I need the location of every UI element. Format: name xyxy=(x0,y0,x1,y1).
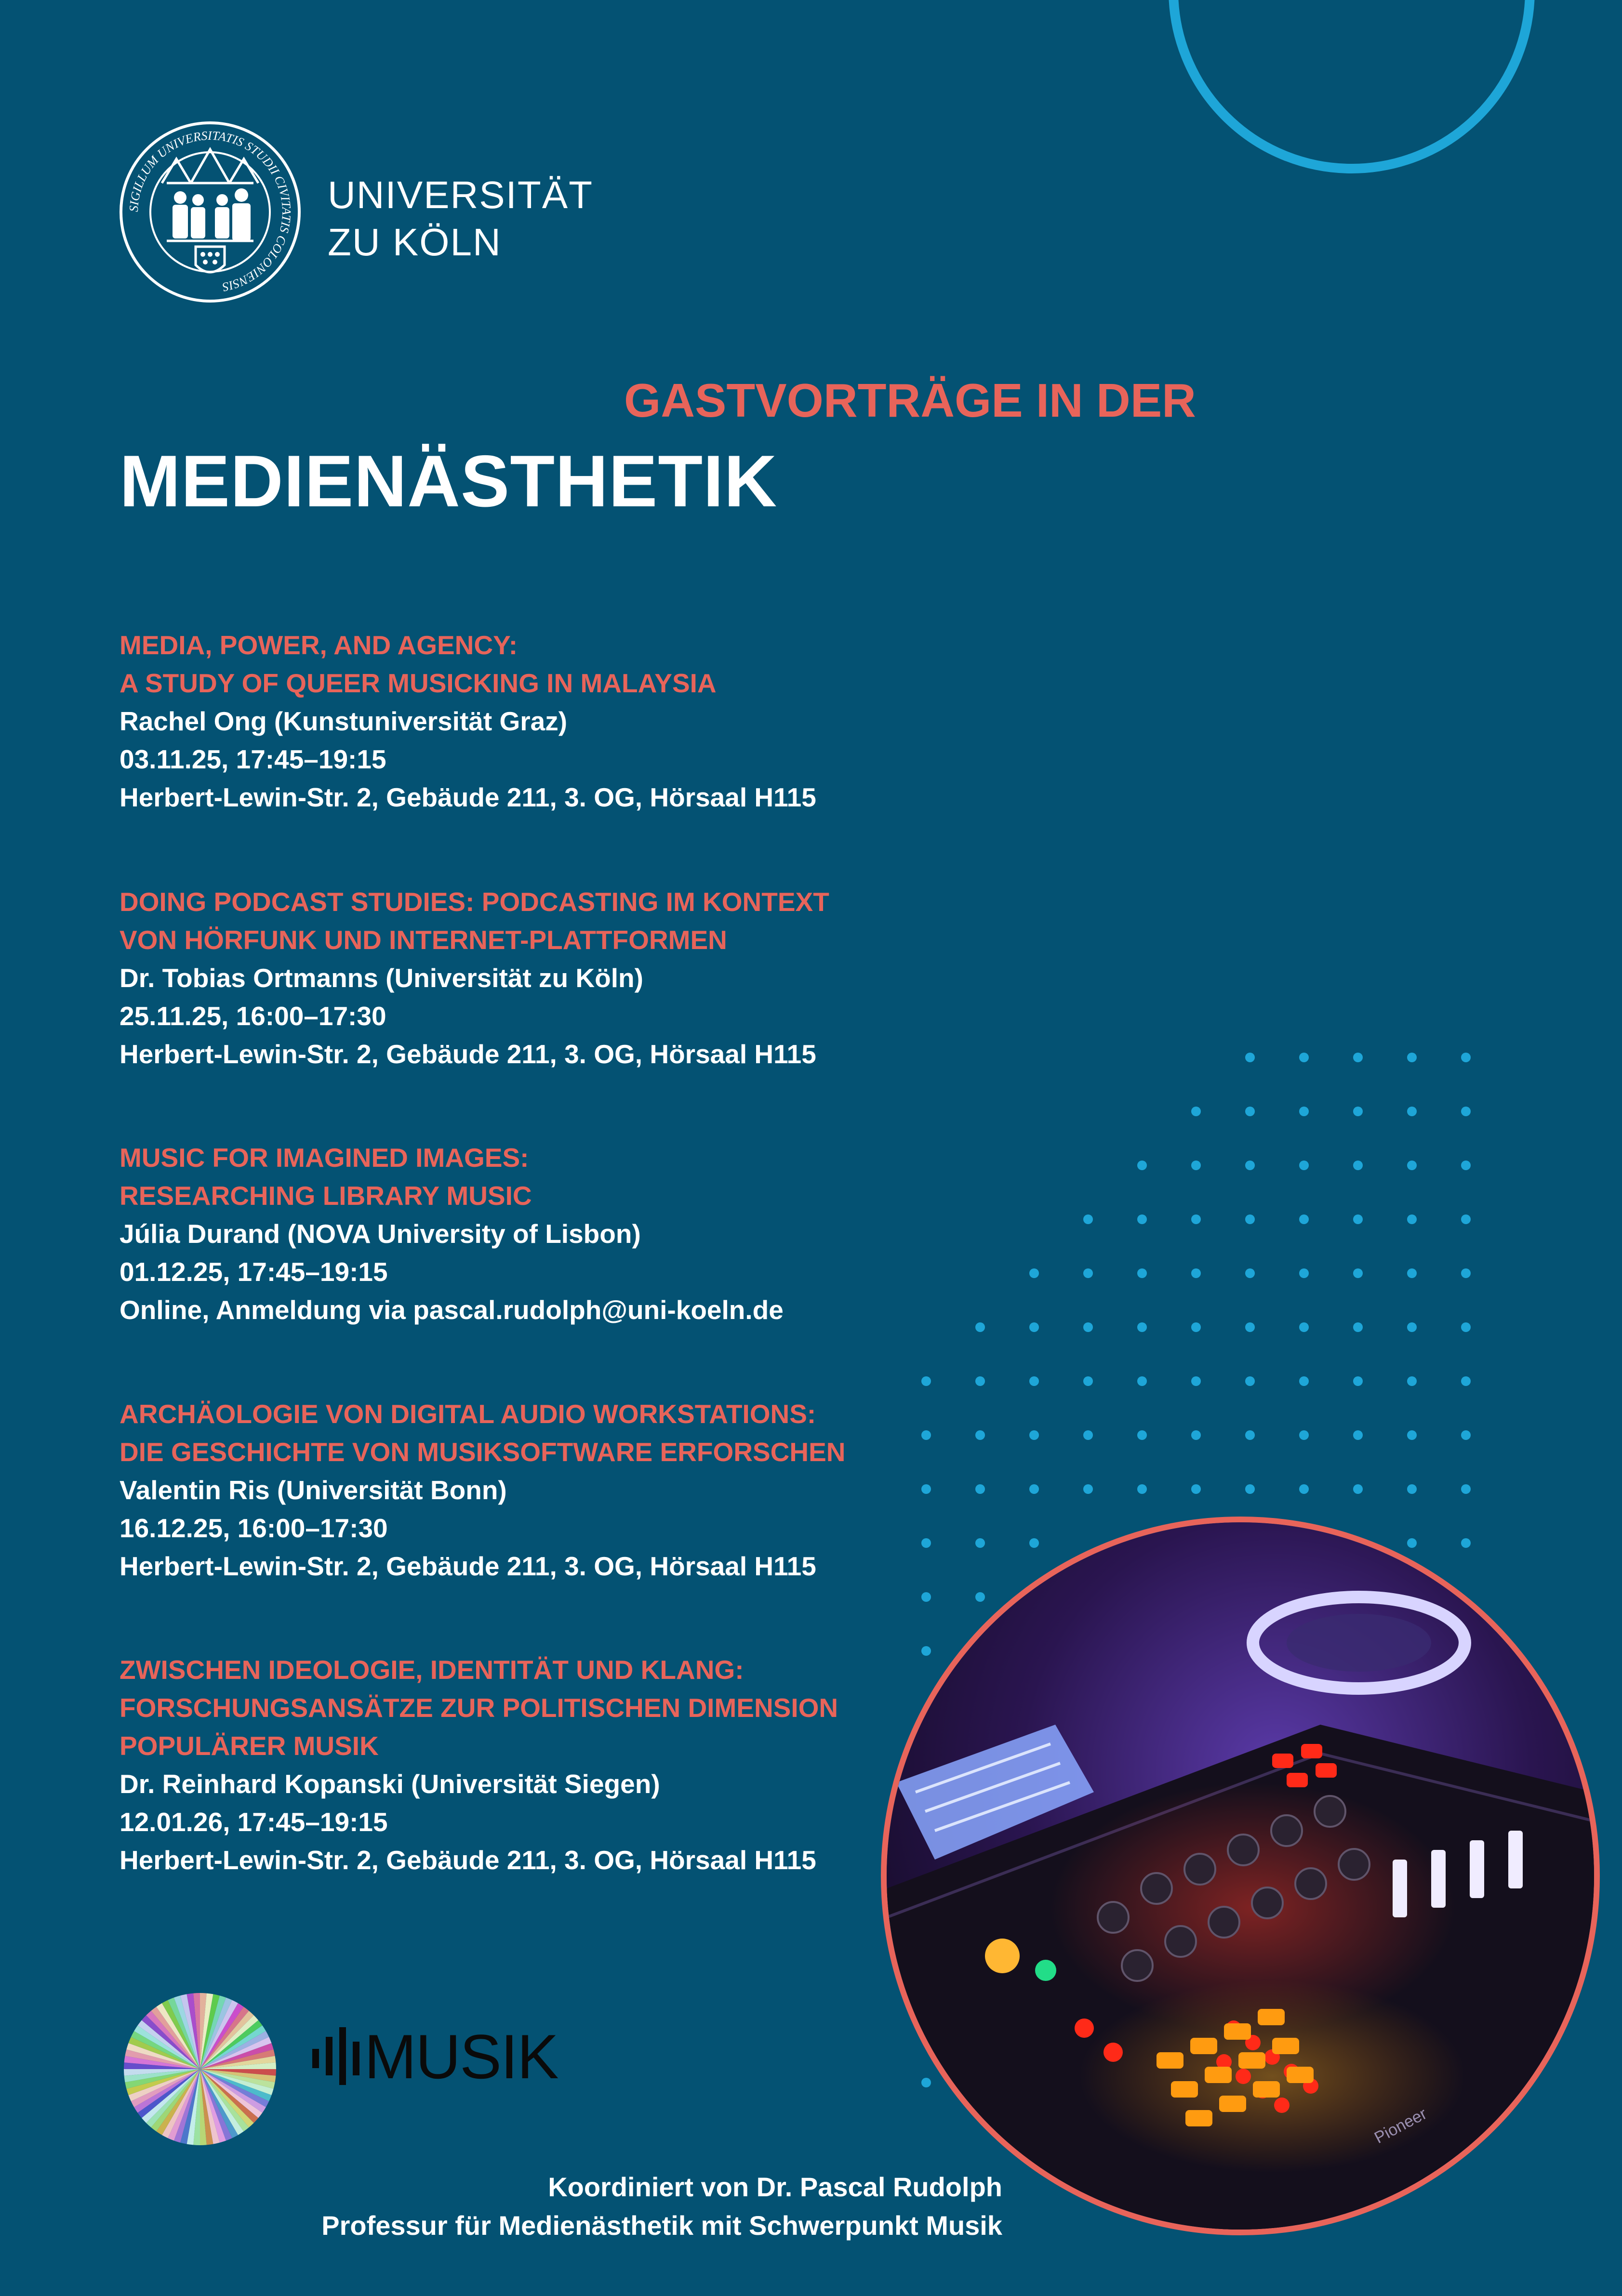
decorative-dot xyxy=(1083,1430,1093,1440)
decorative-dot xyxy=(975,1592,985,1602)
decorative-dot xyxy=(921,1484,931,1494)
university-name-line2: ZU KÖLN xyxy=(328,221,502,264)
page-title: MEDIENÄSTHETIK xyxy=(120,440,778,522)
decorative-dot xyxy=(1299,1376,1309,1386)
decorative-dot xyxy=(1353,1430,1363,1440)
decorative-dot xyxy=(1299,1214,1309,1224)
event-title-line: VON HÖRFUNK UND INTERNET-PLATTFORMEN xyxy=(120,925,727,955)
event-location[interactable]: Online, Anmeldung via pascal.rudolph@uni-koeln.de xyxy=(120,1295,784,1325)
decorative-dot xyxy=(1353,1376,1363,1386)
decorative-dot xyxy=(1191,1214,1201,1224)
decorative-dot xyxy=(1353,1484,1363,1494)
event-5 xyxy=(120,1651,939,1879)
seal-text: SIGILLUM UNIVERSITATIS STUDII CIVITATIS COLONIENSIS xyxy=(126,128,294,294)
decorative-dot xyxy=(1245,1214,1255,1224)
event-datetime: 03.11.25, 17:45–19:15 xyxy=(120,744,386,774)
decorative-dot xyxy=(1137,1214,1147,1224)
decorative-dot xyxy=(1299,1107,1309,1116)
decorative-dot xyxy=(1353,1161,1363,1170)
event-title-line: DIE GESCHICHTE VON MUSIKSOFTWARE ERFORSCHEN xyxy=(120,1437,846,1467)
decorative-dot xyxy=(1083,1214,1093,1224)
event-speaker: Júlia Durand (NOVA University of Lisbon) xyxy=(120,1219,641,1249)
event-speaker: Dr. Tobias Ortmanns (Universität zu Köln) xyxy=(120,963,643,993)
decorative-dot xyxy=(1191,1268,1201,1278)
decorative-dot xyxy=(1353,1322,1363,1332)
decorative-dot xyxy=(1407,1107,1417,1116)
decorative-dot xyxy=(1353,1053,1363,1062)
decorative-dot xyxy=(1083,1376,1093,1386)
decorative-dot xyxy=(1461,1107,1471,1116)
decorative-dot xyxy=(1407,1430,1417,1440)
decorative-dot xyxy=(1029,1484,1039,1494)
decorative-dot xyxy=(1407,1161,1417,1170)
decorative-dot xyxy=(1407,1376,1417,1386)
event-3 xyxy=(120,1139,939,1329)
event-title-line: MUSIC FOR IMAGINED IMAGES: xyxy=(120,1143,529,1173)
musik-logo-text: MUSIK xyxy=(364,2021,558,2092)
event-speaker: Valentin Ris (Universität Bonn) xyxy=(120,1475,507,1505)
mixer-brand-label: Pioneer xyxy=(1371,2104,1430,2148)
decorative-dot xyxy=(921,1430,931,1440)
decorative-dot xyxy=(1137,1430,1147,1440)
decorative-dot xyxy=(1407,1268,1417,1278)
decorative-dot xyxy=(1353,1214,1363,1224)
decorative-dot xyxy=(1299,1322,1309,1332)
event-speaker: Dr. Reinhard Kopanski (Universität Siegen) xyxy=(120,1769,660,1799)
decorative-dot xyxy=(1245,1107,1255,1116)
decorative-dot xyxy=(1299,1430,1309,1440)
decorative-dot xyxy=(975,1376,985,1386)
decorative-dot xyxy=(1137,1322,1147,1332)
decorative-dot xyxy=(1299,1161,1309,1170)
decorative-dot xyxy=(1029,1376,1039,1386)
event-location: Herbert-Lewin-Str. 2, Gebäude 211, 3. OG, Hörsaal H115 xyxy=(120,782,816,812)
event-location: Herbert-Lewin-Str. 2, Gebäude 211, 3. OG, Hörsaal H115 xyxy=(120,1845,816,1875)
decorative-dot xyxy=(1245,1161,1255,1170)
event-speaker: Rachel Ong (Kunstuniversität Graz) xyxy=(120,706,568,736)
decorative-dot xyxy=(1137,1268,1147,1278)
decorative-dot xyxy=(921,1376,931,1386)
decorative-dot xyxy=(975,1538,985,1548)
decorative-dot xyxy=(1461,1161,1471,1170)
decorative-dot xyxy=(975,1430,985,1440)
decorative-dot xyxy=(921,1646,931,1656)
decorative-dot xyxy=(1029,1538,1039,1548)
decorative-dot xyxy=(1245,1322,1255,1332)
university-name xyxy=(328,172,593,266)
event-datetime: 12.01.26, 17:45–19:15 xyxy=(120,1807,388,1837)
decorative-dot xyxy=(1245,1376,1255,1386)
event-title-line: ARCHÄOLOGIE VON DIGITAL AUDIO WORKSTATIONS: xyxy=(120,1399,816,1429)
event-title-line: POPULÄRER MUSIK xyxy=(120,1731,379,1761)
event-location: Herbert-Lewin-Str. 2, Gebäude 211, 3. OG, Hörsaal H115 xyxy=(120,1551,816,1581)
decorative-dot xyxy=(1353,1107,1363,1116)
footer-line2: Professur für Medienästhetik mit Schwerpunkt Musik xyxy=(321,2210,1002,2241)
rainbow-disc-logo xyxy=(123,1992,277,2146)
coordinator-footer xyxy=(270,2168,1002,2245)
decorative-dot xyxy=(1191,1161,1201,1170)
event-title-line: RESEARCHING LIBRARY MUSIC xyxy=(120,1181,532,1211)
dj-mixer-photo xyxy=(881,1517,1600,2235)
decorative-dot xyxy=(1407,1053,1417,1062)
decorative-dot xyxy=(1407,1484,1417,1494)
decorative-dot xyxy=(921,1592,931,1602)
decorative-dot xyxy=(1461,1214,1471,1224)
heading-kicker: GASTVORTRÄGE IN DER xyxy=(624,374,1196,427)
decorative-dot xyxy=(1353,1268,1363,1278)
decorative-dot xyxy=(1299,1268,1309,1278)
event-datetime: 01.12.25, 17:45–19:15 xyxy=(120,1257,388,1287)
decorative-ring xyxy=(1169,0,1535,173)
event-datetime: 16.12.25, 16:00–17:30 xyxy=(120,1513,388,1543)
decorative-dot xyxy=(975,1484,985,1494)
decorative-dot xyxy=(1029,1268,1039,1278)
decorative-dot xyxy=(1245,1430,1255,1440)
decorative-dot xyxy=(1029,1430,1039,1440)
decorative-dot xyxy=(1299,1484,1309,1494)
event-title-line: DOING PODCAST STUDIES: PODCASTING IM KONTEXT xyxy=(120,887,829,917)
musik-bars-icon xyxy=(312,2027,370,2085)
event-title-line: A STUDY OF QUEER MUSICKING IN MALAYSIA xyxy=(120,668,717,698)
decorative-dot xyxy=(921,2078,931,2087)
university-seal-icon xyxy=(119,120,302,303)
decorative-dot xyxy=(1407,1322,1417,1332)
decorative-dot xyxy=(1191,1322,1201,1332)
event-title-line: ZWISCHEN IDEOLOGIE, IDENTITÄT UND KLANG: xyxy=(120,1655,744,1685)
event-4 xyxy=(120,1395,939,1585)
decorative-dot xyxy=(1191,1107,1201,1116)
decorative-dot xyxy=(921,1538,931,1548)
decorative-dot xyxy=(1461,1268,1471,1278)
event-1 xyxy=(120,626,939,817)
decorative-dot xyxy=(1461,1376,1471,1386)
decorative-dot xyxy=(1245,1268,1255,1278)
decorative-dot xyxy=(1137,1376,1147,1386)
decorative-dot xyxy=(1083,1268,1093,1278)
event-datetime: 25.11.25, 16:00–17:30 xyxy=(120,1001,386,1031)
event-title-line: MEDIA, POWER, AND AGENCY: xyxy=(120,630,518,660)
decorative-dot xyxy=(1191,1484,1201,1494)
decorative-dot xyxy=(1083,1322,1093,1332)
decorative-dot xyxy=(1461,1430,1471,1440)
event-location: Herbert-Lewin-Str. 2, Gebäude 211, 3. OG, Hörsaal H115 xyxy=(120,1039,816,1069)
decorative-dot xyxy=(1191,1376,1201,1386)
decorative-dot xyxy=(1245,1484,1255,1494)
decorative-dot xyxy=(1137,1484,1147,1494)
decorative-dot xyxy=(1029,1322,1039,1332)
decorative-dot xyxy=(975,1322,985,1332)
decorative-dot xyxy=(1461,1322,1471,1332)
decorative-dot xyxy=(1461,1053,1471,1062)
event-2 xyxy=(120,883,939,1073)
decorative-dot xyxy=(1407,1538,1417,1548)
decorative-dot xyxy=(1137,1161,1147,1170)
university-name-line1: UNIVERSITÄT xyxy=(328,173,593,216)
decorative-dot xyxy=(1083,1484,1093,1494)
event-title-line: FORSCHUNGSANSÄTZE ZUR POLITISCHEN DIMENSION xyxy=(120,1693,838,1723)
decorative-dot xyxy=(1245,1053,1255,1062)
dj-mixer-image xyxy=(887,1522,1594,2230)
decorative-dot xyxy=(1407,1214,1417,1224)
decorative-dot xyxy=(1299,1053,1309,1062)
decorative-dot xyxy=(1191,1430,1201,1440)
footer-line1: Koordiniert von Dr. Pascal Rudolph xyxy=(548,2172,1002,2202)
decorative-dot xyxy=(1461,1538,1471,1548)
decorative-dot xyxy=(1461,1484,1471,1494)
